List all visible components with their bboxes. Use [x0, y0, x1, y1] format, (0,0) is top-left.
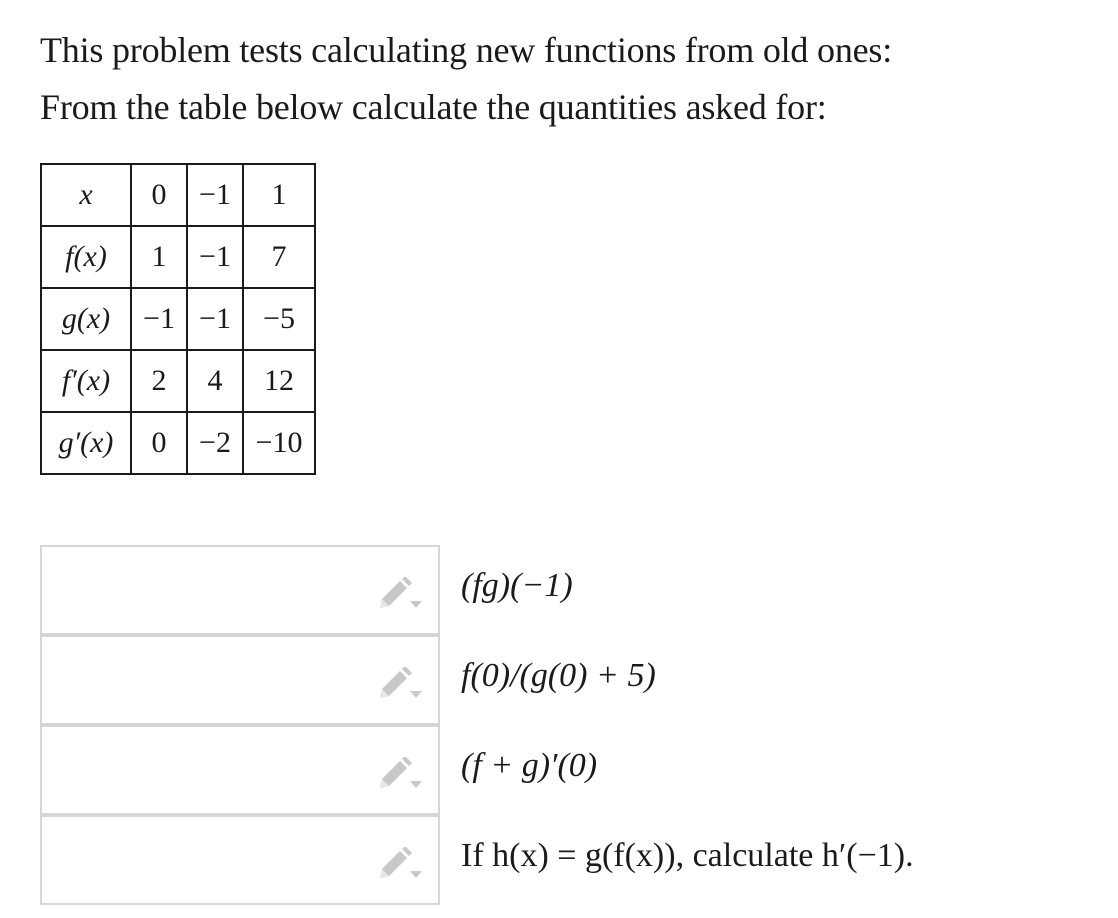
table-cell: 1 [131, 226, 187, 288]
answer-input-2[interactable] [50, 645, 364, 717]
answer-input-3[interactable] [50, 735, 364, 807]
table-cell: −5 [243, 288, 315, 350]
question-expression-2: f(0)/(g(0) + 5) [461, 657, 656, 694]
pencil-edit-icon[interactable] [376, 757, 426, 791]
answer-input-4[interactable] [50, 825, 364, 897]
question-expression-4: If h(x) = g(f(x)), calculate h′(−1). [461, 837, 914, 874]
table-cell: 0 [131, 412, 187, 474]
answer-box [40, 635, 440, 725]
answer-box [40, 545, 440, 635]
table-cell: 1 [243, 164, 315, 226]
table-cell: −1 [131, 288, 187, 350]
pencil-edit-icon[interactable] [376, 847, 426, 881]
table-cell: 12 [243, 350, 315, 412]
row-label-f-prime: f′(x) [41, 350, 131, 412]
instructions-line-2: From the table below calculate the quantities asked for: [40, 87, 827, 127]
instructions-line-1: This problem tests calculating new functions from old ones: [40, 30, 893, 70]
table-cell: 0 [131, 164, 187, 226]
answer-box [40, 815, 440, 905]
function-values-table [40, 163, 316, 475]
pencil-edit-icon[interactable] [376, 577, 426, 611]
table-cell: −1 [187, 164, 243, 226]
table-cell: −10 [243, 412, 315, 474]
row-label-g: g(x) [41, 288, 131, 350]
pencil-edit-icon[interactable] [376, 667, 426, 701]
question-expression-3: (f + g)′(0) [461, 747, 598, 784]
row-label-x: x [41, 164, 131, 226]
question-expression-1: (fg)(−1) [461, 567, 573, 604]
table-row-f-prime [41, 350, 315, 412]
table-row-g [41, 288, 315, 350]
table-cell: 2 [131, 350, 187, 412]
row-label-f: f(x) [41, 226, 131, 288]
table-cell: −1 [187, 288, 243, 350]
table-cell: −1 [187, 226, 243, 288]
instructions [40, 22, 892, 136]
table-cell: 4 [187, 350, 243, 412]
table-row-g-prime [41, 412, 315, 474]
table-cell: 7 [243, 226, 315, 288]
table-cell: −2 [187, 412, 243, 474]
table-row-f [41, 226, 315, 288]
answer-box [40, 725, 440, 815]
row-label-g-prime: g′(x) [41, 412, 131, 474]
answer-input-1[interactable] [50, 555, 364, 627]
table-row-x [41, 164, 315, 226]
